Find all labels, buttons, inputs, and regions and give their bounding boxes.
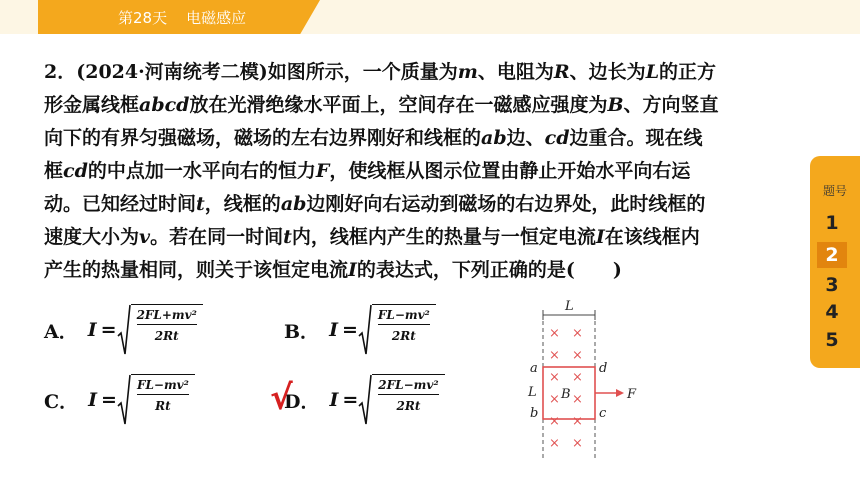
fraction: $\frac{\text{FL−mv²}}{Rt}$ [131,374,195,426]
question-index-3[interactable]: 3 [825,274,839,296]
svg-text:×: × [549,326,560,341]
label-a: a [530,361,538,376]
radical [117,304,203,356]
svg-text:×: × [572,370,583,385]
question-source: (2024·河南统考二模) [76,61,268,83]
fraction: $\frac{\text{FL−mv²}}{2Rt}$ [372,304,436,356]
top-bar [0,0,860,34]
problem-line: 动。已知经过时间t，线框的ab边刚好向右运动到磁场的右边界处，此时线框的 [44,193,706,215]
problem-text [44,56,804,287]
radical-sign [117,304,131,356]
option-letter: B． [284,320,320,343]
label-c: c [599,406,607,421]
label-d: d [599,361,608,376]
svg-text:×: × [572,326,583,341]
svg-text:×: × [549,414,560,429]
problem-line: 2．(2024·河南统考二模)如图所示，一个质量为m、电阻为R、边长为L的正方 [44,61,717,83]
fraction: $\frac{\text{2FL−mv²}}{2Rt}$ [372,374,444,426]
option-d[interactable]: D． I = $\frac{\text{2FL−mv²}}{2Rt}$ [284,374,445,426]
radical [358,374,444,426]
answer-check-mark: √ [270,378,293,418]
force-arrowhead [616,389,624,397]
option-letter: A． [44,320,78,343]
problem-line: 框cd的中点加一水平向右的恒力F，使线框从图示位置由静止开始水平向右运 [44,160,691,182]
svg-text:×: × [549,436,560,451]
question-index-4[interactable]: 4 [825,301,839,323]
option-letter: D． [284,390,320,413]
fraction: $\frac{\text{2FL+mv²}}{2Rt}$ [131,304,203,356]
svg-text:×: × [572,348,583,363]
problem-line: 速度大小为v。若在同一时间t内，线框内产生的热量与一恒定电流I在该线框内 [44,226,700,248]
svg-text:×: × [549,348,560,363]
question-number: 2 [44,61,58,83]
radical [117,374,195,426]
radical-sign [358,304,372,356]
radical [358,304,436,356]
label-F: F [627,387,637,402]
svg-text:×: × [572,414,583,429]
option-c[interactable]: C． I = $\frac{\text{FL−mv²}}{Rt}$ [44,374,195,426]
option-b[interactable]: B． I = $\frac{\text{FL−mv²}}{2Rt}$ [284,304,436,356]
magnetic-field-figure [515,297,655,465]
problem-line: 产生的热量相同，则关于该恒定电流I的表达式，下列正确的是( ) [44,259,622,281]
question-index-1[interactable]: 1 [825,212,839,234]
question-index-5[interactable]: 5 [825,329,839,351]
svg-text:×: × [572,392,583,407]
svg-text:×: × [572,436,583,451]
label-b: b [530,406,539,421]
problem-line: 形金属线框abcd放在光滑绝缘水平面上，空间存在一磁感应强度为B、方向竖直 [44,94,719,116]
chapter-title: 第28天 电磁感应 [118,9,247,27]
option-letter: C． [44,390,79,413]
label-L-top: L [565,299,574,314]
option-a[interactable]: A． I = $\frac{\text{2FL+mv²}}{2Rt}$ [44,304,203,356]
problem-line: 向下的有界匀强磁场，磁场的左右边界刚好和线框的ab边、cd边重合。现在线 [44,127,703,149]
label-L-left: L [528,385,537,400]
label-B: B [561,387,571,402]
svg-text:×: × [549,370,560,385]
question-index-label: 题号 [822,184,847,198]
question-index-2[interactable]: 2 [817,242,847,268]
radical-sign [117,374,131,426]
radical-sign [358,374,372,426]
svg-text:×: × [549,392,560,407]
